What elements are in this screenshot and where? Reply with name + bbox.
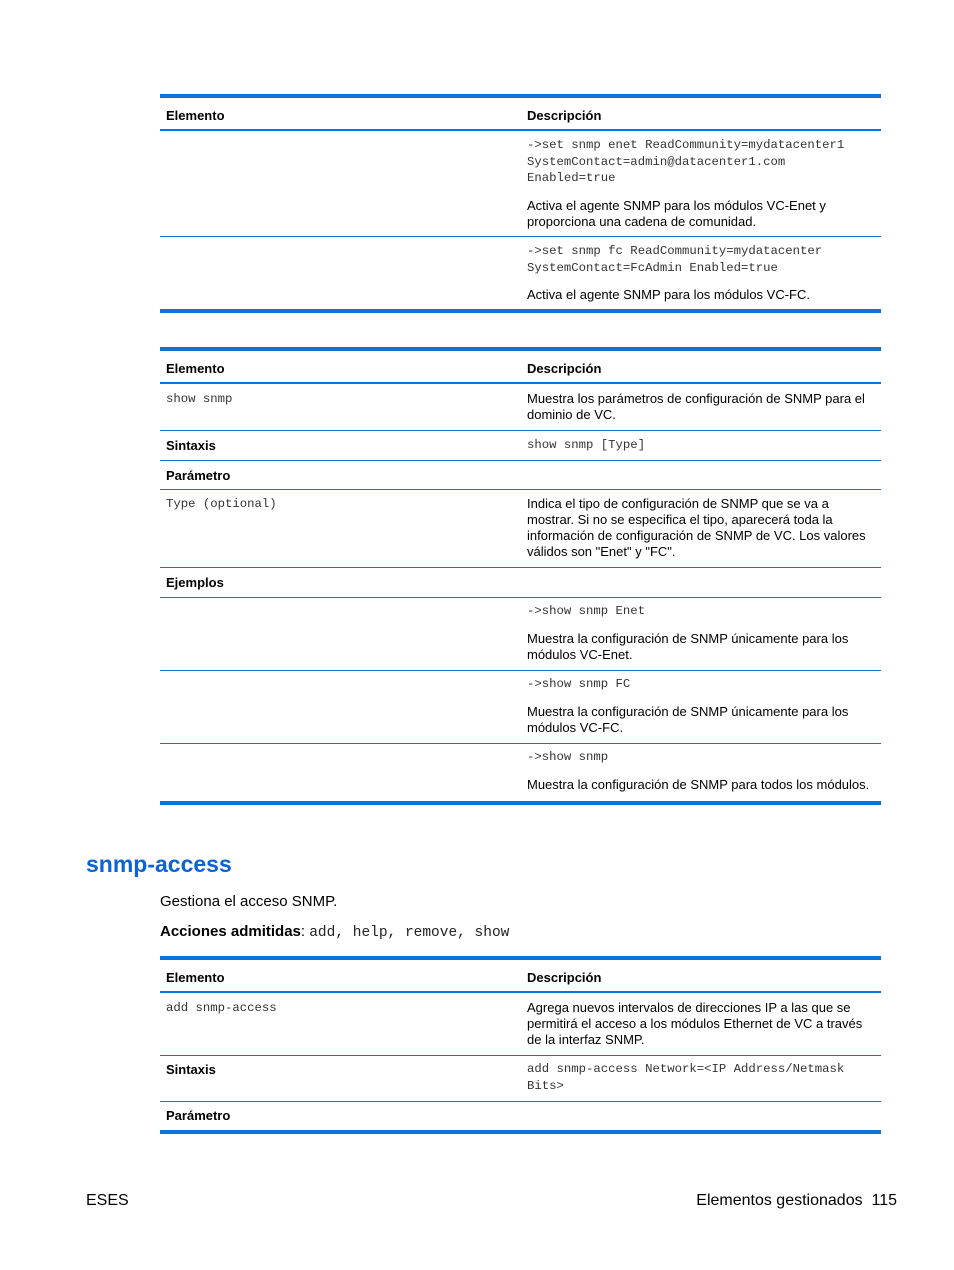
syntax-value: show snmp [Type]: [527, 438, 646, 452]
table-row: [160, 1102, 881, 1130]
row-description: Activa el agente SNMP para los módulos VC-Enet y proporciona una cadena de comunidad.: [527, 197, 826, 229]
header-elemento: Elemento: [166, 361, 225, 376]
command-example: ->set snmp enet ReadCommunity=mydatacenter1 SystemContact=admin@datacenter1.com Enabled=true: [527, 138, 845, 185]
table-row: [160, 993, 881, 1056]
actions-colon: :: [300, 923, 306, 940]
show-snmp-table: [160, 347, 881, 805]
table-row: [160, 461, 881, 490]
table-row: [160, 671, 881, 744]
table-header: [160, 960, 881, 993]
section-intro: Gestiona el acceso SNMP.: [160, 893, 338, 910]
table-row: [160, 431, 881, 461]
header-elemento: Elemento: [166, 970, 225, 985]
header-elemento: Elemento: [166, 108, 225, 123]
command-example: ->set snmp fc ReadCommunity=mydatacenter SystemContact=FcAdmin Enabled=true: [527, 244, 823, 275]
footer-page-info: [696, 1191, 897, 1211]
row-description: Muestra la configuración de SNMP para todos los módulos.: [527, 776, 870, 792]
table-row: [160, 598, 881, 671]
parameter-label: Parámetro: [166, 468, 231, 483]
command-example: ->show snmp: [527, 750, 609, 764]
syntax-label: Sintaxis: [166, 1062, 216, 1077]
actions-label: Acciones admitidas: [160, 923, 301, 940]
command-description: Muestra los parámetros de configuración de SNMP para el dominio de VC.: [527, 391, 865, 422]
parameter-description: Indica el tipo de configuración de SNMP que se va a mostrar. Si no se especifica el tipo, aparecerá toda la información de configuración de SNMP de VC. Los valores válidos son "Enet" y "FC".: [527, 496, 866, 559]
examples-label: Ejemplos: [166, 575, 224, 590]
command-description: Agrega nuevos intervalos de direcciones IP a las que se permitirá el acceso a los módulos Ethernet de VC a través de la interfaz SNMP.: [527, 1000, 863, 1047]
table-row: [160, 1056, 881, 1102]
table-header: [160, 98, 881, 131]
table-row: [160, 568, 881, 598]
row-description: Muestra la configuración de SNMP únicamente para los módulos VC-Enet.: [527, 630, 849, 662]
table-row: [160, 384, 881, 431]
table-row: [160, 131, 881, 237]
table-row: [160, 237, 881, 309]
actions-value: add, help, remove, show: [309, 925, 510, 941]
parameter-name: Type (optional): [166, 497, 277, 511]
header-descripcion: Descripción: [527, 361, 602, 376]
row-description: Muestra la configuración de SNMP únicamente para los módulos VC-FC.: [527, 703, 849, 735]
command-name: add snmp-access: [166, 1001, 277, 1015]
snmp-access-table: [160, 956, 881, 1134]
parameter-label: Parámetro: [166, 1108, 231, 1123]
command-example: ->show snmp FC: [527, 677, 631, 691]
section-title: snmp-access: [86, 851, 232, 877]
footer-locale: ESES: [86, 1192, 129, 1209]
snmp-set-table: [160, 94, 881, 313]
header-descripcion: Descripción: [527, 970, 602, 985]
syntax-label: Sintaxis: [166, 438, 216, 453]
table-row: [160, 490, 881, 568]
supported-actions: [160, 923, 509, 942]
row-description: Activa el agente SNMP para los módulos VC-FC.: [527, 287, 810, 302]
command-name: show snmp: [166, 392, 233, 406]
page-number: 115: [871, 1192, 897, 1209]
table-header: [160, 351, 881, 384]
command-example: ->show snmp Enet: [527, 604, 646, 618]
syntax-value: add snmp-access Network=<IP Address/Netmask Bits>: [527, 1062, 845, 1093]
table-row: [160, 744, 881, 801]
footer-chapter-title: Elementos gestionados: [696, 1192, 863, 1209]
header-descripcion: Descripción: [527, 108, 602, 123]
